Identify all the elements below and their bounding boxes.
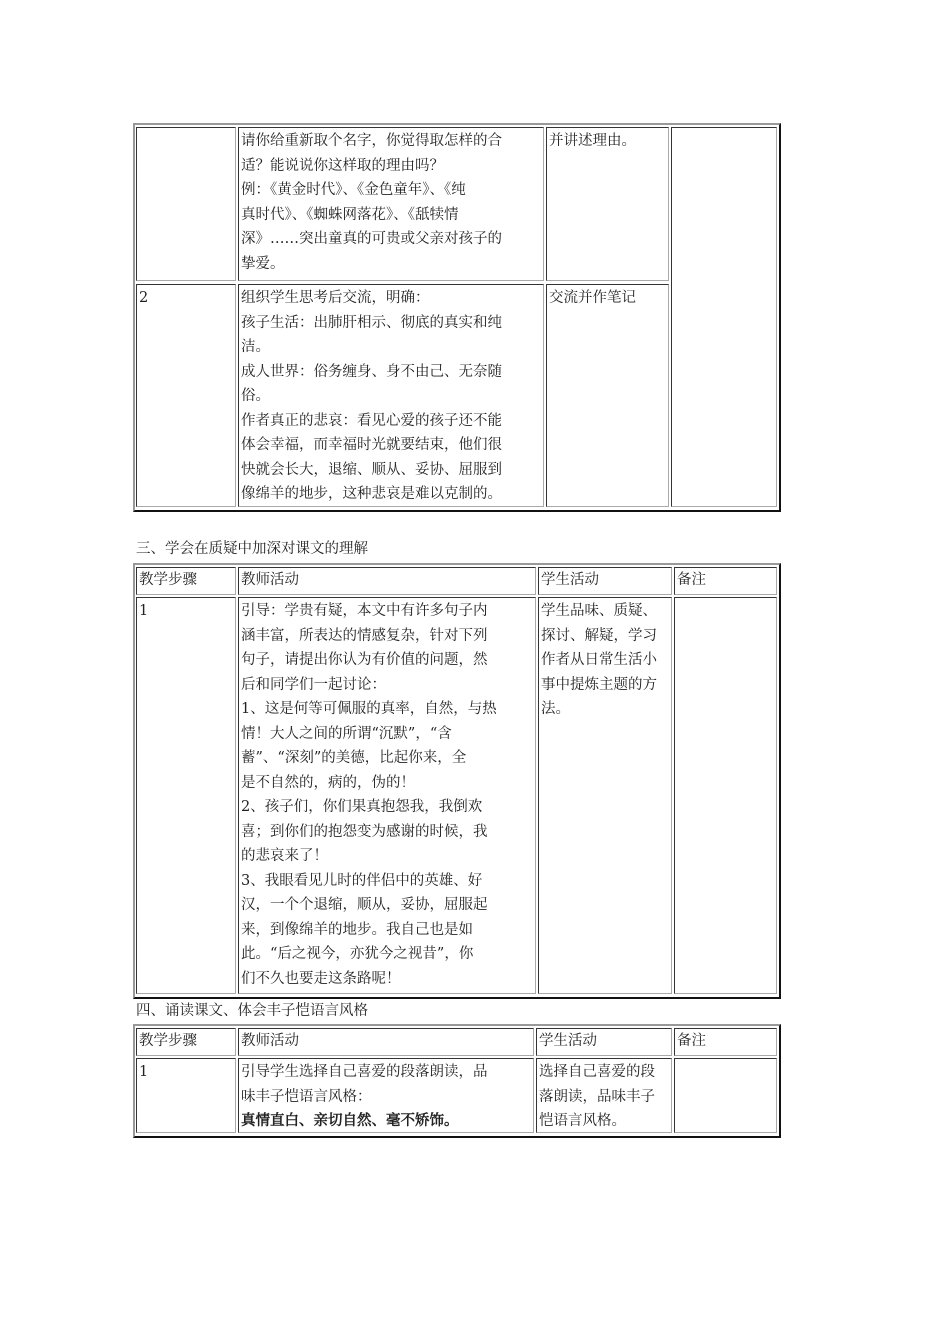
table-1-note bbox=[671, 127, 777, 507]
text-line: 的悲哀来了！ bbox=[241, 848, 328, 864]
text-line: 是不自然的，病的，伪的！ bbox=[241, 774, 415, 791]
step-number: 1 bbox=[139, 1064, 149, 1080]
text-line: 3、我眼看见儿时的伴侣中的英雄、好 bbox=[241, 872, 483, 889]
step-number: 2 bbox=[139, 290, 149, 306]
text-line: 像绵羊的地步，这种悲哀是难以克制的。 bbox=[241, 486, 502, 502]
text-line: 汉，一个个退缩，顺从，妥协，屈服起 bbox=[241, 897, 488, 913]
table-1-row-2-teacher bbox=[238, 284, 544, 507]
text-line: 快就会长大，退缩、顺从、妥协、屈服到 bbox=[241, 461, 502, 478]
text-line: 学生品味、质疑、 bbox=[541, 603, 657, 619]
text-line: 法。 bbox=[541, 701, 570, 717]
table-2-row-1-student bbox=[538, 597, 672, 994]
table-1 bbox=[133, 123, 781, 512]
table-2-row-1-step bbox=[136, 597, 236, 994]
header-note: 备注 bbox=[674, 1028, 777, 1056]
text-line: 落朗读，品味丰子 bbox=[539, 1088, 655, 1105]
header-student: 学生活动 bbox=[538, 567, 672, 595]
key-phrase: 真情直白、亲切自然、毫不矫饰。 bbox=[241, 1112, 459, 1129]
text-line: 喜；到你们的抱怨变为感谢的时候，我 bbox=[241, 823, 488, 840]
text-line: 并讲述理由。 bbox=[549, 133, 636, 149]
header-student: 学生活动 bbox=[536, 1028, 672, 1056]
table-2-row-1-teacher bbox=[238, 597, 536, 994]
text-line: 蓄”、“深刻”的美德，比起你来，全 bbox=[241, 750, 467, 766]
text-line: 交流并作笔记 bbox=[549, 290, 636, 306]
text-line: 体会幸福，而幸福时光就要结束，他们很 bbox=[241, 437, 502, 453]
text-line: 句子，请提出你认为有价值的问题，然 bbox=[241, 652, 488, 668]
text-line: 例：《黄金时代》、《金色童年》、《纯 bbox=[241, 182, 466, 198]
table-1-row-1-student bbox=[546, 127, 669, 281]
step-number: 1 bbox=[139, 603, 149, 619]
text-line: 选择自己喜爱的段 bbox=[539, 1064, 655, 1080]
text-line: 适？能说说你这样取的理由吗？ bbox=[241, 157, 444, 174]
text-line: 们不久也要走这条路呢！ bbox=[241, 970, 401, 987]
text-line: 涵丰富，所表达的情感复杂，针对下列 bbox=[241, 627, 488, 644]
text-line: 深》……突出童真的可贵或父亲对孩子的 bbox=[241, 231, 502, 247]
header-note: 备注 bbox=[674, 567, 777, 595]
text-line: 此。“后之视今，亦犹今之视昔”，你 bbox=[241, 946, 474, 962]
header-step: 教学步骤 bbox=[136, 1028, 236, 1056]
table-3-row-1-step bbox=[136, 1058, 236, 1133]
header-step: 教学步骤 bbox=[136, 567, 236, 595]
text-line: 作者真正的悲哀：看见心爱的孩子还不能 bbox=[241, 412, 502, 429]
text-line: 俗。 bbox=[241, 388, 270, 404]
text-line: 孩子生活：出肺肝相示、彻底的真实和纯 bbox=[241, 314, 502, 331]
text-line: 2、孩子们，你们果真抱怨我，我倒欢 bbox=[241, 799, 483, 815]
text-line: 来，到像绵羊的地步。我自己也是如 bbox=[241, 921, 473, 938]
table-1-row-2-step bbox=[136, 284, 236, 507]
table-1-row-2-student bbox=[546, 284, 669, 507]
text-line: 引导：学贵有疑，本文中有许多句子内 bbox=[241, 603, 488, 619]
header-teacher: 教师活动 bbox=[238, 1028, 534, 1056]
text-line: 洁。 bbox=[241, 339, 270, 355]
text-line: 成人世界：俗务缠身、身不由己、无奈随 bbox=[241, 363, 502, 380]
table-3-row-1-note bbox=[674, 1058, 777, 1133]
text-line: 挚爱。 bbox=[241, 255, 285, 272]
table-2-row-1-note bbox=[674, 597, 777, 994]
header-teacher: 教师活动 bbox=[238, 567, 536, 595]
table-2 bbox=[133, 563, 781, 999]
table-1-row-1-step bbox=[136, 127, 236, 281]
text-line: 恺语言风格。 bbox=[539, 1113, 626, 1129]
text-line: 组织学生思考后交流，明确： bbox=[241, 290, 430, 306]
text-line: 引导学生选择自己喜爱的段落朗读，品 bbox=[241, 1064, 488, 1080]
text-line: 后和同学们一起讨论： bbox=[241, 676, 386, 693]
table-3-row-1-teacher bbox=[238, 1058, 534, 1133]
text-line: 探讨、解疑，学习 bbox=[541, 627, 657, 644]
table-1-row-1-teacher bbox=[238, 127, 544, 281]
text-line: 1、这是何等可佩服的真率，自然，与热 bbox=[241, 701, 497, 717]
text-line: 请你给重新取个名字，你觉得取怎样的合 bbox=[241, 133, 502, 149]
text-line: 事中提炼主题的方 bbox=[541, 676, 657, 693]
text-line: 味丰子恺语言风格： bbox=[241, 1088, 372, 1105]
table-3 bbox=[133, 1024, 781, 1138]
section-4-heading: 四、诵读课文、体会丰子恺语言风格 bbox=[136, 1003, 368, 1019]
section-3-heading: 三、学会在质疑中加深对课文的理解 bbox=[136, 541, 368, 557]
text-line: 作者从日常生活小 bbox=[541, 652, 657, 668]
table-3-row-1-student bbox=[536, 1058, 672, 1133]
text-line: 真时代》、《蜘蛛网落花》、《舐犊情 bbox=[241, 206, 459, 223]
text-line: 情！大人之间的所谓“沉默”，“含 bbox=[241, 725, 452, 742]
